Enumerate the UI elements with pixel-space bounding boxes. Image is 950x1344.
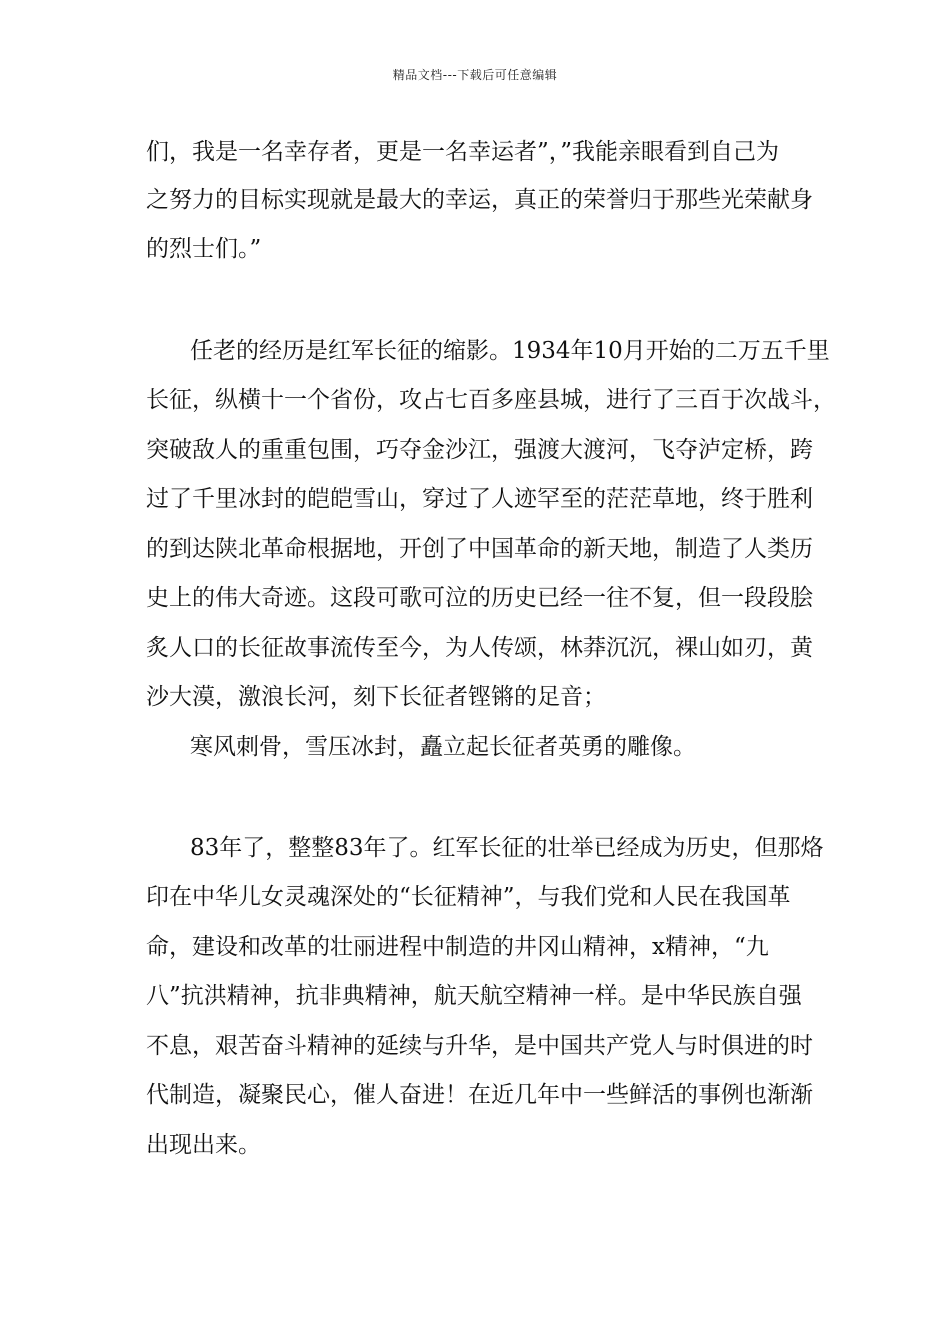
paragraph-3-line-1: 寒风刺骨，雪压冰封，矗立起长征者英勇的雕像。 <box>190 734 696 760</box>
paragraph-2-line-4: 过了千里冰封的皑皑雪山，穿过了人迹罕至的茫茫草地，终于胜利 <box>146 486 813 512</box>
paragraph-2-line-3: 突破敌人的重重包围，巧夺金沙江，强渡大渡河，飞夺泸定桥，跨 <box>146 437 813 463</box>
paragraph-2-line-6: 史上的伟大奇迹。这段可歌可泣的历史已经一往不复，但一段段脍 <box>146 585 813 611</box>
paragraph-2-line-1: 任老的经历是红军长征的缩影。1934年10月开始的二万五千里 <box>190 338 830 364</box>
paragraph-4-line-5: 不息，艰苦奋斗精神的延续与升华，是中国共产党人与时俱进的时 <box>146 1033 813 1059</box>
paragraph-4-line-2: 印在中华儿女灵魂深处的“长征精神”，与我们党和人民在我国革 <box>146 884 791 910</box>
paragraph-2-line-8: 沙大漠，激浪长河，刻下长征者铿锵的足音； <box>146 684 606 710</box>
paragraph-1-line-2: 之努力的目标实现就是最大的幸运，真正的荣誉归于那些光荣献身 <box>146 187 813 213</box>
paragraph-2-line-5: 的到达陕北革命根据地，开创了中国革命的新天地，制造了人类历 <box>146 536 813 562</box>
paragraph-4-line-1: 83年了，整整83年了。红军长征的壮举已经成为历史，但那烙 <box>190 835 824 861</box>
paragraph-2-line-7: 炙人口的长征故事流传至今，为人传颂，林莽沉沉，裸山如刃，黄 <box>146 635 813 661</box>
paragraph-1-line-3: 的烈士们。” <box>146 236 262 262</box>
paragraph-1-line-1: 们，我是一名幸存者，更是一名幸运者”，”我能亲眼看到自己为 <box>146 139 780 165</box>
paragraph-4-line-3: 命，建设和改革的壮丽进程中制造的井冈山精神，x精神，“九 <box>146 934 769 960</box>
paragraph-2-line-2: 长征，纵横十一个省份，攻占七百多座县城，进行了三百于次战斗， <box>146 387 836 413</box>
page-header: 精品文档---下载后可任意编辑 <box>392 68 558 82</box>
paragraph-4-line-4: 八”抗洪精神，抗非典精神，航天航空精神一样。是中华民族自强 <box>146 983 802 1009</box>
paragraph-4-line-6: 代制造，凝聚民心，催人奋进！在近几年中一些鲜活的事例也渐渐 <box>146 1082 813 1108</box>
paragraph-4-line-7: 出现出来。 <box>146 1132 261 1158</box>
